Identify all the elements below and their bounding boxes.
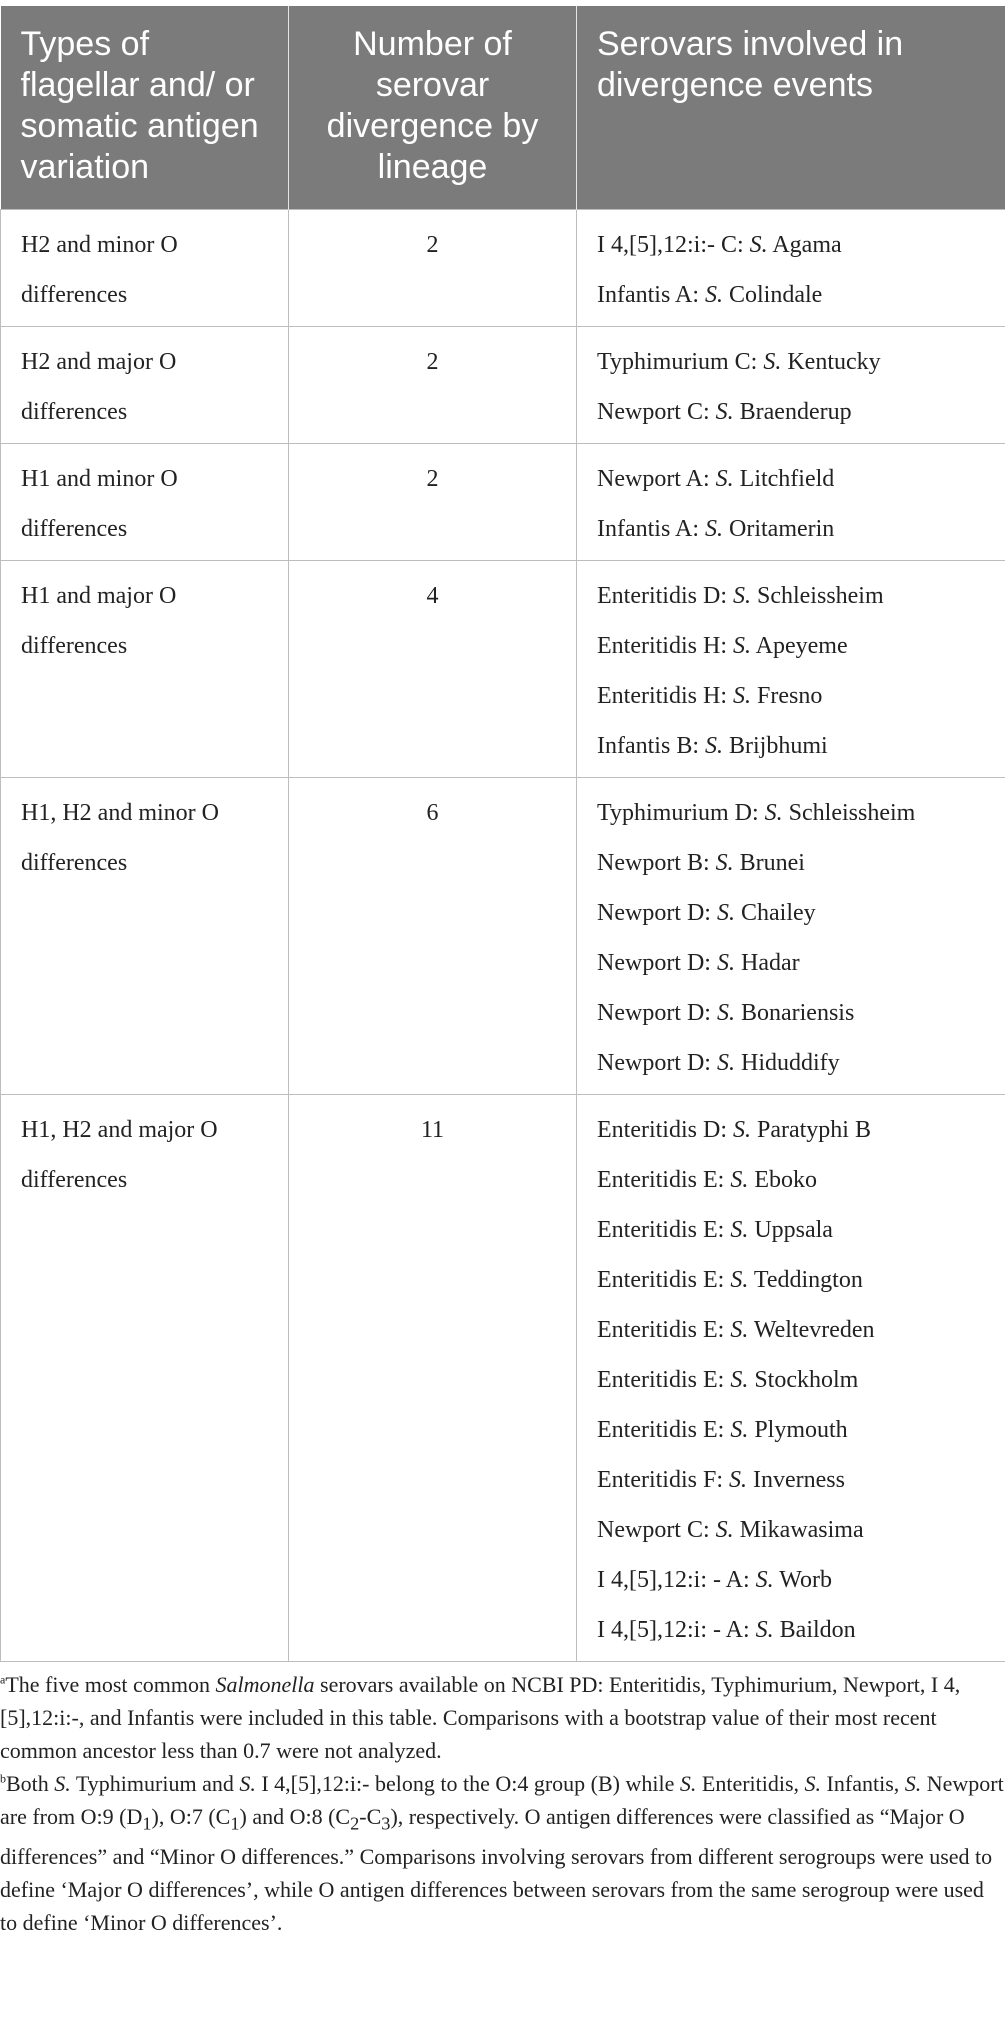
serovar-lineage: Enteritidis H: xyxy=(597,682,733,709)
header-row xyxy=(1,6,1005,209)
footnote-b-text: ), respectively. O antigen differences were classified as “Major O differences” and “Minor O differences.” Comparisons involving serovars from different serogroups were used to define ‘Major O differences’, while O antigen differences between serovars from the same serogroup were used to define ‘Minor O differences’. xyxy=(0,1804,993,1936)
serovar-entry xyxy=(597,1155,985,1205)
serovar-name: Schleissheim xyxy=(750,582,884,609)
serovar-genus: S. xyxy=(716,899,735,926)
serovar-entry xyxy=(597,1105,985,1155)
serovar-name: Oritamerin xyxy=(723,515,835,542)
footnotes xyxy=(0,1668,1005,1939)
serovar-entry xyxy=(597,1305,985,1355)
serovar-lineage: Enteritidis H: xyxy=(597,632,733,659)
serovar-genus: S. xyxy=(732,632,751,659)
serovar-entry xyxy=(597,1505,985,1555)
footnote-b-text: Enteritidis, xyxy=(696,1771,805,1796)
serovar-name: Hadar xyxy=(734,949,800,976)
footnote-b-text: I 4,[5],12:i:- belong to the O:4 group (B) while xyxy=(255,1771,680,1796)
serovar-name: Mikawasima xyxy=(733,1516,864,1543)
serovar-lineage: Typhimurium D: xyxy=(597,799,765,826)
table-row xyxy=(1,1094,1005,1661)
variation-type-cell: H2 and major O differences xyxy=(1,326,289,443)
serovar-name: Inverness xyxy=(747,1466,845,1493)
serovar-genus: S. xyxy=(705,732,723,759)
serovar-entry xyxy=(597,938,985,988)
serovar-name: Baildon xyxy=(773,1616,856,1643)
serovar-name: Paratyphi B xyxy=(750,1116,871,1143)
footnote-b xyxy=(0,1767,1005,1939)
serovar-genus: S. xyxy=(716,1049,735,1076)
serovar-divergence-table xyxy=(0,6,1005,1662)
serovar-entry xyxy=(597,1455,985,1505)
footnote-a-marker: a xyxy=(0,1672,6,1687)
serovars-cell xyxy=(577,443,1005,560)
serovar-lineage: Infantis A: xyxy=(597,515,705,542)
footnote-b-text: Both xyxy=(6,1771,55,1796)
serovar-lineage: Enteritidis E: xyxy=(597,1266,731,1293)
footnote-b-text: Typhimurium and xyxy=(70,1771,240,1796)
serovar-entry xyxy=(597,838,985,888)
serovar-entry xyxy=(597,1605,985,1655)
serovar-lineage: Newport B: xyxy=(597,849,716,876)
serovar-genus: S. xyxy=(755,1616,774,1643)
serovar-genus: S. xyxy=(705,281,723,308)
serovar-lineage: Infantis B: xyxy=(597,732,705,759)
serovar-name: Brunei xyxy=(733,849,805,876)
serovar-name: Fresno xyxy=(750,682,823,709)
serovar-entry xyxy=(597,721,985,771)
serovar-entry xyxy=(597,504,985,554)
serovar-lineage: Newport D: xyxy=(597,1049,717,1076)
serovar-entry xyxy=(597,387,985,437)
footnote-b-marker: b xyxy=(0,1771,6,1786)
serovar-lineage: Newport D: xyxy=(597,949,717,976)
footnote-b-text: -C xyxy=(359,1804,382,1829)
serovar-lineage: I 4,[5],12:i:- C: xyxy=(597,231,750,258)
footnote-a-text: The five most common xyxy=(5,1672,216,1697)
table-row xyxy=(1,777,1005,1094)
divergence-count-cell: 6 xyxy=(289,777,577,1094)
serovar-entry xyxy=(597,788,985,838)
serovar-genus: S. xyxy=(730,1316,749,1343)
serovar-name: Bonariensis xyxy=(734,999,855,1026)
serovar-lineage: Enteritidis E: xyxy=(597,1316,731,1343)
footnote-b-text: Newport are from O:9 (D xyxy=(0,1771,1004,1829)
serovar-lineage: Newport A: xyxy=(597,465,716,492)
variation-type-cell: H2 and minor O differences xyxy=(1,209,289,326)
serovar-name: Agama xyxy=(767,231,842,258)
serovar-name: Colindale xyxy=(723,281,823,308)
serovar-name: Braenderup xyxy=(733,398,852,425)
serovar-name: Uppsala xyxy=(748,1216,833,1243)
serovar-lineage: I 4,[5],12:i: - A: xyxy=(597,1616,756,1643)
serovar-entry xyxy=(597,1355,985,1405)
serovar-genus: S. xyxy=(730,1266,749,1293)
serovar-genus: S. xyxy=(749,231,768,258)
footnote-b-genus: S. xyxy=(804,1771,822,1796)
footnote-b-genus: S. xyxy=(904,1771,922,1796)
footnote-b-genus: S. xyxy=(239,1771,256,1796)
variation-type-cell: H1 and minor O differences xyxy=(1,443,289,560)
footnote-b-subscript: 1 xyxy=(230,1813,240,1834)
footnote-a-genus: Salmonella xyxy=(215,1672,315,1697)
serovar-name: Apeyeme xyxy=(750,632,848,659)
serovar-name: Worb xyxy=(773,1566,832,1593)
variation-type-cell: H1 and major O differences xyxy=(1,560,289,777)
serovar-lineage: Newport C: xyxy=(597,1516,716,1543)
header-serovars: Serovars involved in divergence events xyxy=(577,6,1005,209)
serovar-lineage: Enteritidis E: xyxy=(597,1366,731,1393)
serovar-lineage: Enteritidis E: xyxy=(597,1166,731,1193)
header-antigen-variation: Types of flagellar and/ or somatic antigen variation xyxy=(1,6,289,209)
serovar-genus: S. xyxy=(730,1366,749,1393)
footnote-b-genus: S. xyxy=(679,1771,697,1796)
serovar-entry xyxy=(597,1205,985,1255)
serovar-lineage: Enteritidis E: xyxy=(597,1216,731,1243)
serovar-genus: S. xyxy=(755,1566,774,1593)
serovar-name: Plymouth xyxy=(748,1416,848,1443)
serovars-cell xyxy=(577,209,1005,326)
serovar-entry xyxy=(597,671,985,721)
serovar-lineage: Infantis A: xyxy=(597,281,705,308)
footnote-b-subscript: 3 xyxy=(381,1813,391,1834)
serovar-entry xyxy=(597,454,985,504)
serovar-lineage: I 4,[5],12:i: - A: xyxy=(597,1566,756,1593)
serovar-entry xyxy=(597,888,985,938)
serovar-lineage: Newport C: xyxy=(597,398,716,425)
serovar-lineage: Typhimurium C: xyxy=(597,348,764,375)
serovar-entry xyxy=(597,988,985,1038)
footnote-b-text: Infantis, xyxy=(821,1771,905,1796)
serovars-cell xyxy=(577,1094,1005,1661)
serovar-entry xyxy=(597,270,985,320)
serovar-name: Schleissheim xyxy=(782,799,916,826)
table-row xyxy=(1,443,1005,560)
serovar-genus: S. xyxy=(730,1216,749,1243)
serovar-name: Stockholm xyxy=(748,1366,859,1393)
serovar-genus: S. xyxy=(732,682,751,709)
serovar-genus: S. xyxy=(705,515,723,542)
footnote-b-subscript: 2 xyxy=(350,1813,360,1834)
serovar-genus: S. xyxy=(730,1416,749,1443)
serovar-lineage: Enteritidis D: xyxy=(597,1116,733,1143)
serovar-lineage: Enteritidis F: xyxy=(597,1466,729,1493)
serovar-name: Eboko xyxy=(748,1166,817,1193)
serovar-genus: S. xyxy=(715,465,734,492)
serovar-genus: S. xyxy=(715,1516,734,1543)
serovar-genus: S. xyxy=(732,1116,751,1143)
serovar-genus: S. xyxy=(732,582,751,609)
serovar-genus: S. xyxy=(730,1166,749,1193)
serovar-genus: S. xyxy=(715,849,734,876)
serovar-entry xyxy=(597,1555,985,1605)
serovar-entry xyxy=(597,1405,985,1455)
serovar-lineage: Enteritidis D: xyxy=(597,582,733,609)
divergence-count-cell: 2 xyxy=(289,209,577,326)
serovar-name: Chailey xyxy=(734,899,816,926)
serovar-name: Hiduddify xyxy=(734,1049,840,1076)
serovar-entry xyxy=(597,571,985,621)
serovars-cell xyxy=(577,560,1005,777)
serovar-entry xyxy=(597,1038,985,1088)
serovar-genus: S. xyxy=(716,949,735,976)
serovar-entry xyxy=(597,621,985,671)
variation-type-cell: H1, H2 and major O differences xyxy=(1,1094,289,1661)
serovar-entry xyxy=(597,337,985,387)
serovar-name: Litchfield xyxy=(733,465,835,492)
divergence-count-cell: 2 xyxy=(289,326,577,443)
variation-type-cell: H1, H2 and minor O differences xyxy=(1,777,289,1094)
table-row xyxy=(1,326,1005,443)
serovars-cell xyxy=(577,777,1005,1094)
serovar-entry xyxy=(597,220,985,270)
footnote-b-text: ) and O:8 (C xyxy=(239,1804,351,1829)
serovar-genus: S. xyxy=(715,398,734,425)
serovar-name: Weltevreden xyxy=(748,1316,875,1343)
serovar-genus: S. xyxy=(763,348,782,375)
serovar-lineage: Newport D: xyxy=(597,999,717,1026)
footnote-a xyxy=(0,1668,1005,1767)
serovars-cell xyxy=(577,326,1005,443)
footnote-b-text: ), O:7 (C xyxy=(151,1804,231,1829)
footnote-a-text-2: serovars available on NCBI PD: Enteritidis, Typhimurium, Newport, I 4,[5],12:i:-, and Infantis were included in this table. Comparisons with a bootstrap value of their most recent common ancestor less than 0.7 were not analyzed. xyxy=(0,1672,961,1763)
serovar-genus: S. xyxy=(764,799,783,826)
serovar-entry xyxy=(597,1255,985,1305)
serovar-name: Kentucky xyxy=(781,348,881,375)
table-row xyxy=(1,560,1005,777)
table-row xyxy=(1,209,1005,326)
divergence-count-cell: 11 xyxy=(289,1094,577,1661)
footnote-b-subscript: 1 xyxy=(142,1813,152,1834)
serovar-genus: S. xyxy=(729,1466,747,1493)
divergence-count-cell: 4 xyxy=(289,560,577,777)
footnote-b-genus: S. xyxy=(54,1771,71,1796)
serovar-lineage: Enteritidis E: xyxy=(597,1416,731,1443)
serovar-name: Teddington xyxy=(748,1266,863,1293)
serovar-name: Brijbhumi xyxy=(723,732,828,759)
table-container xyxy=(0,6,1005,1662)
serovar-lineage: Newport D: xyxy=(597,899,717,926)
serovar-genus: S. xyxy=(716,999,735,1026)
divergence-count-cell: 2 xyxy=(289,443,577,560)
header-divergence-count: Number of serovar divergence by lineage xyxy=(289,6,577,209)
table-body xyxy=(1,209,1005,1661)
